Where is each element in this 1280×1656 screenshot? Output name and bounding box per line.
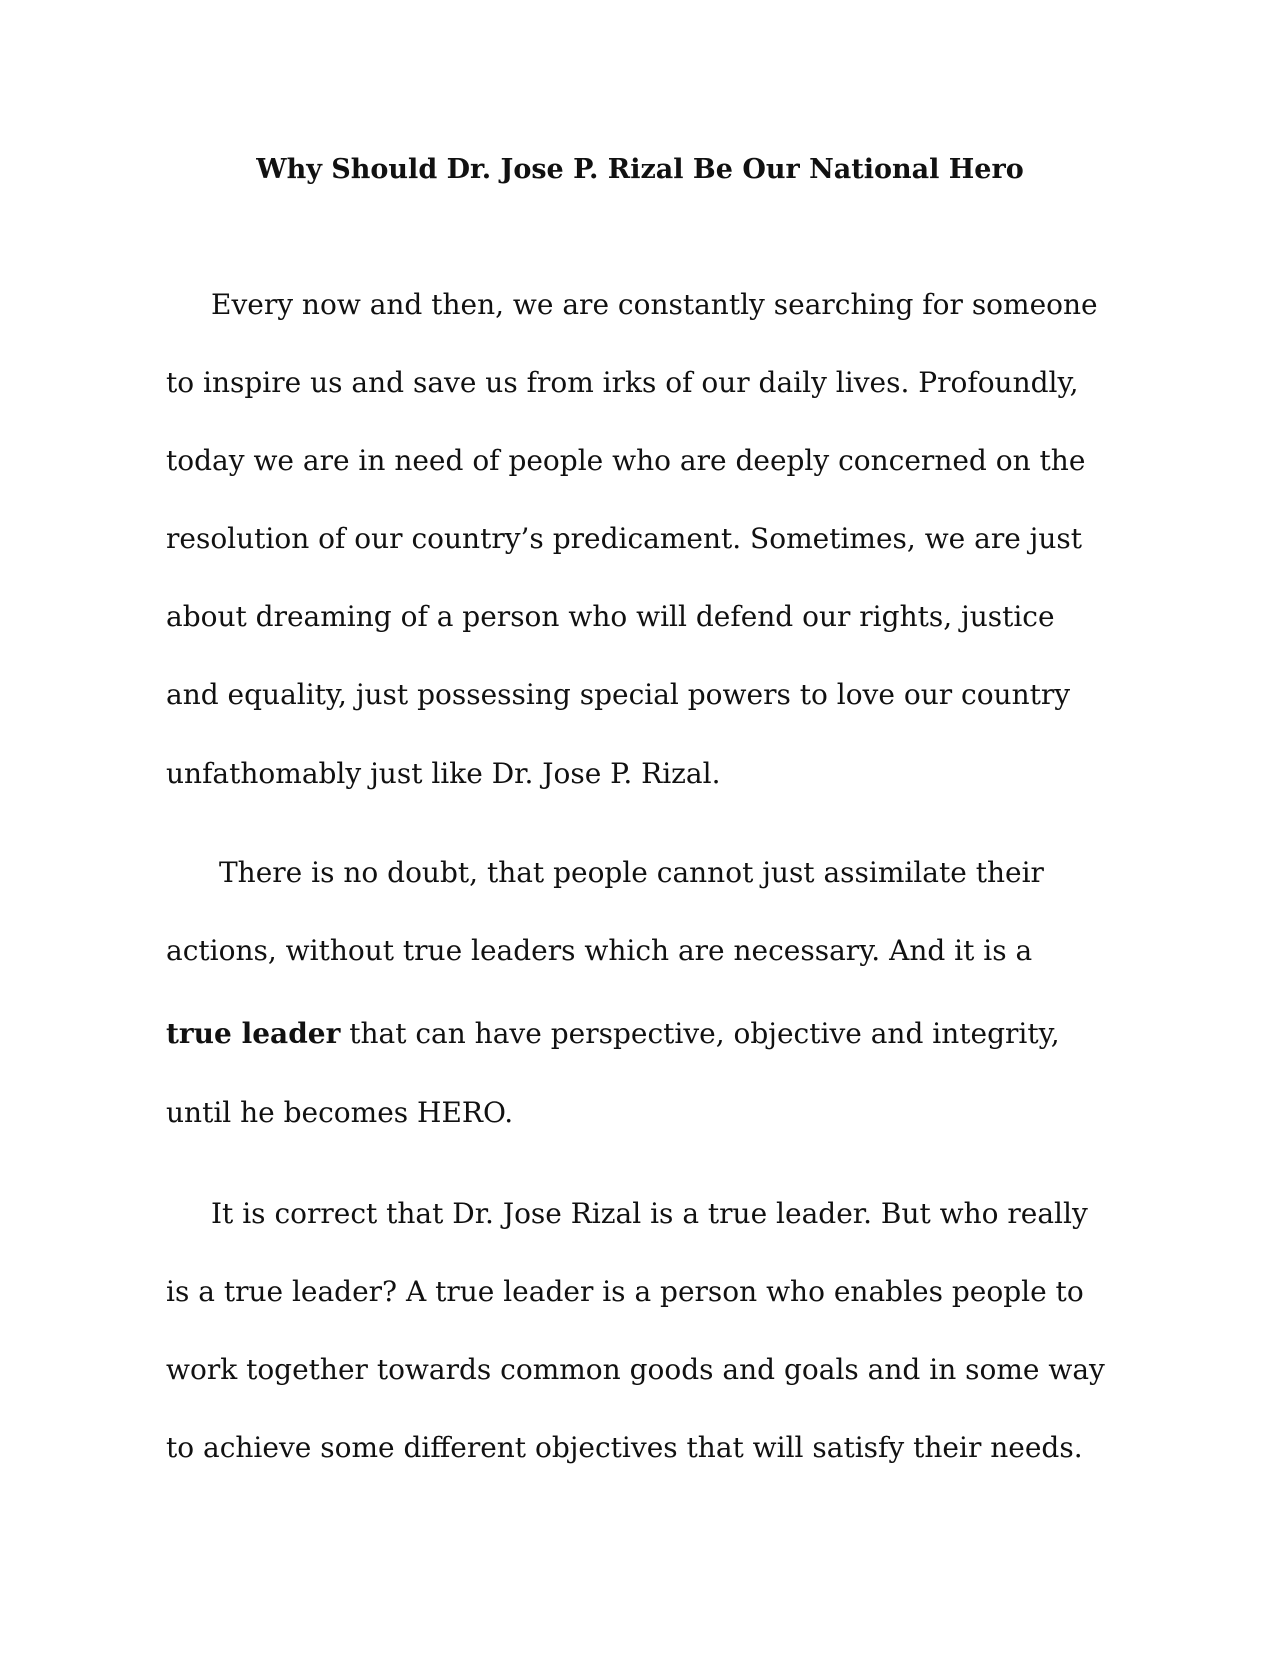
paragraph-1-line-4: resolution of our country’s predicament. Sometimes, we are just [166,522,1083,555]
paragraph-1-line-5: about dreaming of a person who will defend our rights, justice [166,600,1055,633]
paragraph-3-line-2: is a true leader? A true leader is a person who enables people to [166,1275,1084,1308]
paragraph-2-line-3-rest: that can have perspective, objective and integrity, [340,1017,1060,1050]
bold-phrase-true-leader: true leader [166,1017,341,1050]
paragraph-3-line-4: to achieve some different objectives that will satisfy their needs. [166,1431,1083,1464]
paragraph-3-line-3: work together towards common goods and goals and in some way [166,1353,1105,1386]
paragraph-2-line-1: There is no doubt, that people cannot just assimilate their [219,856,1044,889]
paragraph-1-line-7: unfathomably just like Dr. Jose P. Rizal. [166,757,721,790]
paragraph-1-line-6: and equality, just possessing special powers to love our country [166,678,1071,711]
paragraph-1-line-2: to inspire us and save us from irks of our daily lives. Profoundly, [166,366,1079,399]
paragraph-2-line-2: actions, without true leaders which are necessary. And it is a [166,934,1033,967]
document-title: Why Should Dr. Jose P. Rizal Be Our National Hero [256,154,1024,185]
paragraph-2-line-4: until he becomes HERO. [166,1096,514,1129]
paragraph-1-line-1: Every now and then, we are constantly searching for someone [211,288,1098,321]
paragraph-3-line-1: It is correct that Dr. Jose Rizal is a true leader. But who really [211,1197,1088,1230]
paragraph-1-line-3: today we are in need of people who are deeply concerned on the [166,444,1086,477]
paragraph-2-line-3 [166,1016,1060,1052]
